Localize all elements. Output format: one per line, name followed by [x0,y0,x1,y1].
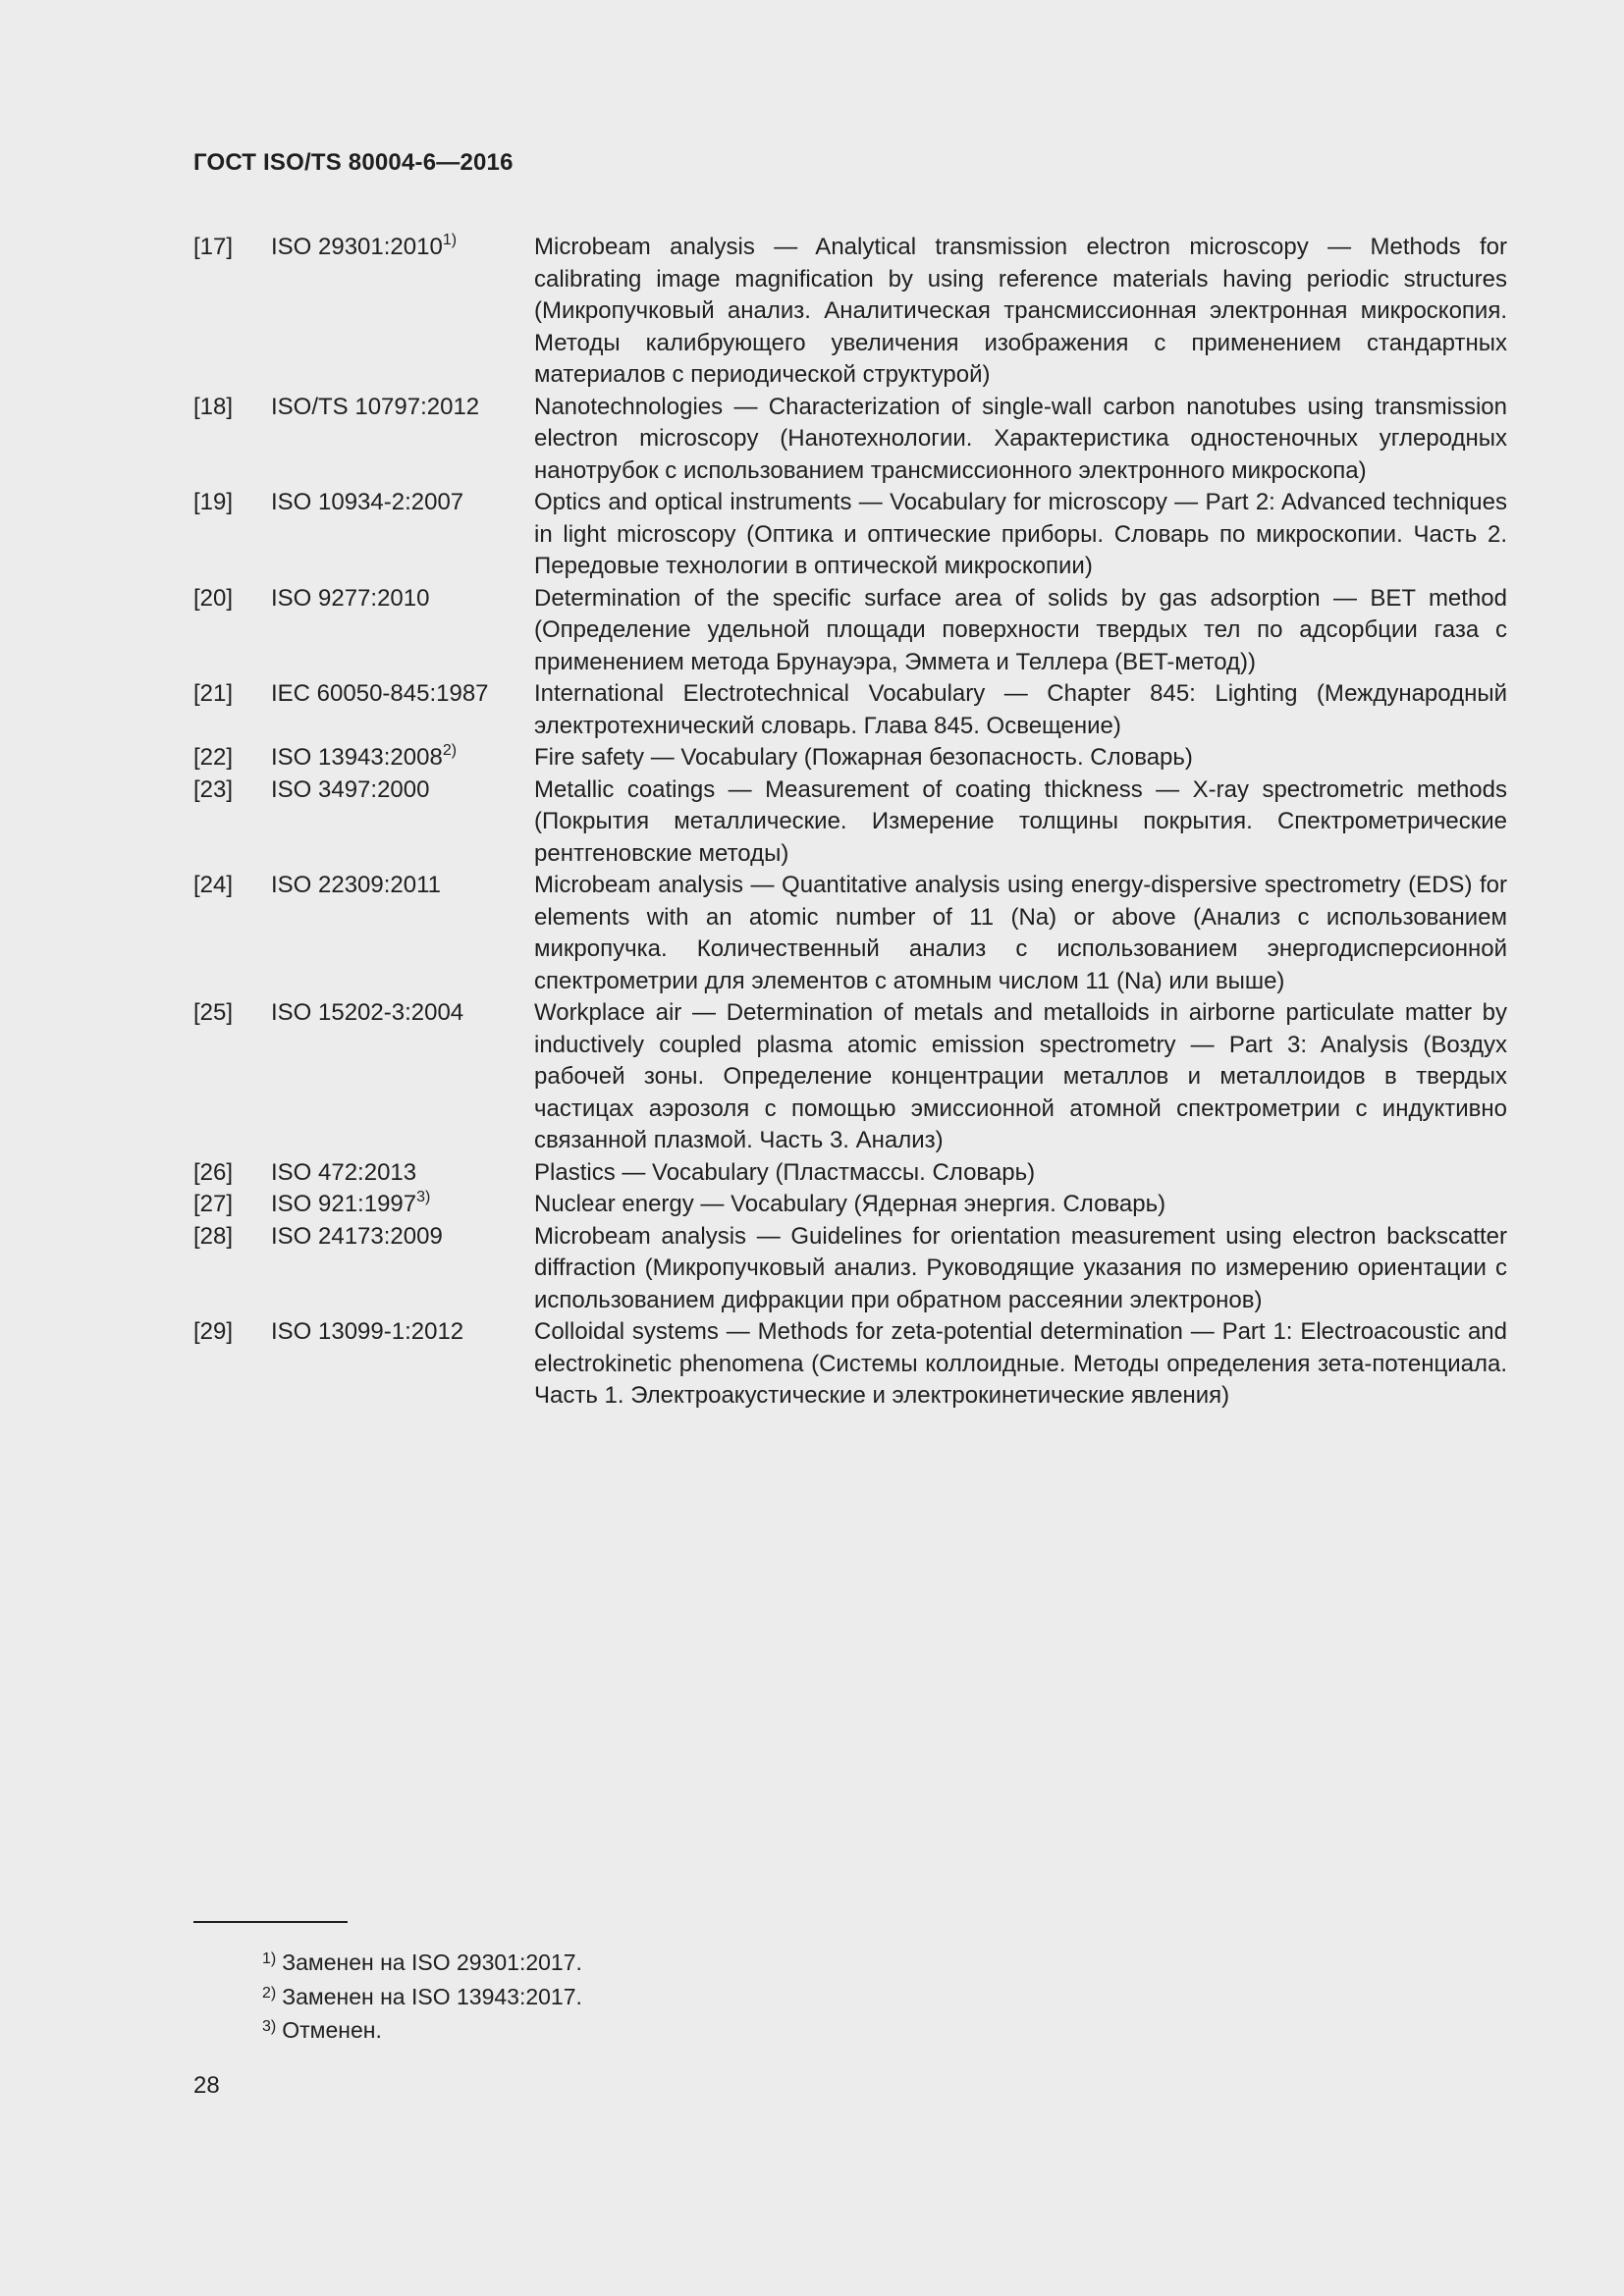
reference-code [271,232,534,392]
reference-17 [193,232,1507,392]
reference-19 [193,487,1507,583]
reference-code: ISO 9277:2010 [271,584,430,612]
reference-code: IEC 60050-845:1987 [271,680,489,707]
reference-number: [29] [193,1318,234,1345]
reference-title: Colloidal systems — Methods for zeta-potential determination — Part 1: Electroacoustic and electrokinetic phenomena (Системы коллоидные. Методы определения зета-потенциала. Часть 1. Электроакустические и электрокинетические явления) [534,1318,1507,1409]
footnote-mark: 3) [262,2018,277,2035]
reference-28 [193,1221,1507,1317]
footnote-text: Заменен на ISO 13943:2017. [282,1983,582,2009]
reference-25 [193,997,1507,1157]
reference-code: ISO 472:2013 [271,1158,417,1186]
reference-code [271,1189,534,1221]
reference-number: [28] [193,1222,234,1250]
reference-18 [193,392,1507,488]
reference-code: ISO/TS 10797:2012 [271,393,480,420]
reference-number: [23] [193,775,234,803]
reference-number: [25] [193,999,234,1026]
document-header: ГОСТ ISO/TS 80004-6—2016 [193,149,514,176]
reference-22 [193,742,1507,774]
reference-title: Fire safety — Vocabulary (Пожарная безопасность. Словарь) [534,744,1193,771]
page-number: 28 [193,2072,220,2099]
reference-title: Workplace air — Determination of metals and metalloids in airborne particulate matter by inductively coupled plasma atomic emission spectrometry — Part 3: Analysis (Воздух рабочей зоны. Определение концентрации металлов и металлоидов в твердых частицах аэрозоля с помощью эмиссионной атомной спектрометрии с индуктивно связанной плазмой. Часть 3. Анализ) [534,999,1507,1153]
reference-code: ISO 10934-2:2007 [271,489,464,515]
bibliography-list [193,232,1507,1413]
reference-title: Metallic coatings — Measurement of coating thickness — X-ray spectrometric methods (Покрытия металлические. Измерение толщины покрытия. Спектрометрические рентгеновские методы) [534,775,1507,867]
footnote-reference: 2) [442,742,458,759]
reference-number: [18] [193,393,234,420]
reference-number: [22] [193,744,234,771]
reference-20 [193,583,1507,679]
reference-number: [27] [193,1191,234,1217]
reference-number: [17] [193,234,234,260]
footnote-divider [193,1921,348,1923]
reference-title: Microbeam analysis — Guidelines for orientation measurement using electron backscatter diffraction (Микропучковый анализ. Руководящие указания по измерению ориентации с использованием дифракции при обратном рассеянии электронов) [534,1222,1507,1313]
reference-title: Plastics — Vocabulary (Пластмассы. Словарь) [534,1158,1036,1186]
reference-title: Determination of the specific surface area of solids by gas adsorption — BET method (Определение удельной площади поверхности твердых тел по адсорбции газа с применением метода Брунауэра, Эммета и Теллера (BET-метод)) [534,584,1507,675]
footnote-2 [262,1982,582,2016]
reference-title: Microbeam analysis — Analytical transmission electron microscopy — Methods for calibrating image magnification by using reference materials having periodic structures (Микропучковый анализ. Аналитическая трансмиссионная электронная микроскопия. Методы калибрующего увеличения изображения с применением стандартных материалов с периодической структурой) [534,234,1507,388]
reference-number: [26] [193,1158,234,1186]
reference-code [271,742,534,774]
reference-26 [193,1157,1507,1190]
reference-29 [193,1316,1507,1413]
footnote-reference: 3) [416,1189,431,1205]
reference-code: ISO 22309:2011 [271,872,442,898]
reference-number: [24] [193,872,234,898]
footnote-mark: 1) [262,1950,277,1967]
reference-title: Microbeam analysis — Quantitative analysis using energy-dispersive spectrometry (EDS) for elements with an atomic number of 11 (Na) or above (Анализ с использованием микропучка. Количественный анализ с использованием энергодисперсионной спектрометрии для элементов с атомным числом 11 (Na) или выше) [534,872,1507,994]
reference-code: ISO 15202-3:2004 [271,999,464,1026]
footnote-3 [262,2015,582,2050]
reference-code: ISO 3497:2000 [271,775,430,803]
reference-code-text: ISO 921:1997 [271,1191,417,1217]
reference-27 [193,1189,1507,1221]
reference-title: Nanotechnologies — Characterization of single-wall carbon nanotubes using transmission electron microscopy (Нанотехнологии. Характеристика одностеночных углеродных нанотрубок с использованием трансмиссионного электронного микроскопа) [534,393,1507,484]
reference-code: ISO 13099-1:2012 [271,1318,464,1345]
reference-number: [21] [193,680,234,707]
footnote-reference: 1) [442,232,458,248]
reference-title: Nuclear energy — Vocabulary (Ядерная энергия. Словарь) [534,1191,1166,1217]
footnote-text: Отменен. [282,2017,382,2043]
reference-21 [193,678,1507,742]
footnote-mark: 2) [262,1984,277,2002]
reference-number: [20] [193,584,234,612]
reference-24 [193,870,1507,997]
reference-code-text: ISO 13943:2008 [271,744,443,771]
reference-23 [193,774,1507,871]
reference-number: [19] [193,489,234,515]
reference-title: Optics and optical instruments — Vocabulary for microscopy — Part 2: Advanced techniques in light microscopy (Оптика и оптические приборы. Словарь по микроскопии. Часть 2. Передовые технологии в оптической микроскопии) [534,489,1507,579]
footnote-text: Заменен на ISO 29301:2017. [282,1949,582,1975]
footnote-1 [262,1948,582,1982]
reference-code: ISO 24173:2009 [271,1222,443,1250]
reference-code-text: ISO 29301:2010 [271,234,443,260]
reference-title: International Electrotechnical Vocabulary — Chapter 845: Lighting (Международный электротехнический словарь. Глава 845. Освещение) [534,680,1507,739]
footnotes [262,1948,582,2050]
